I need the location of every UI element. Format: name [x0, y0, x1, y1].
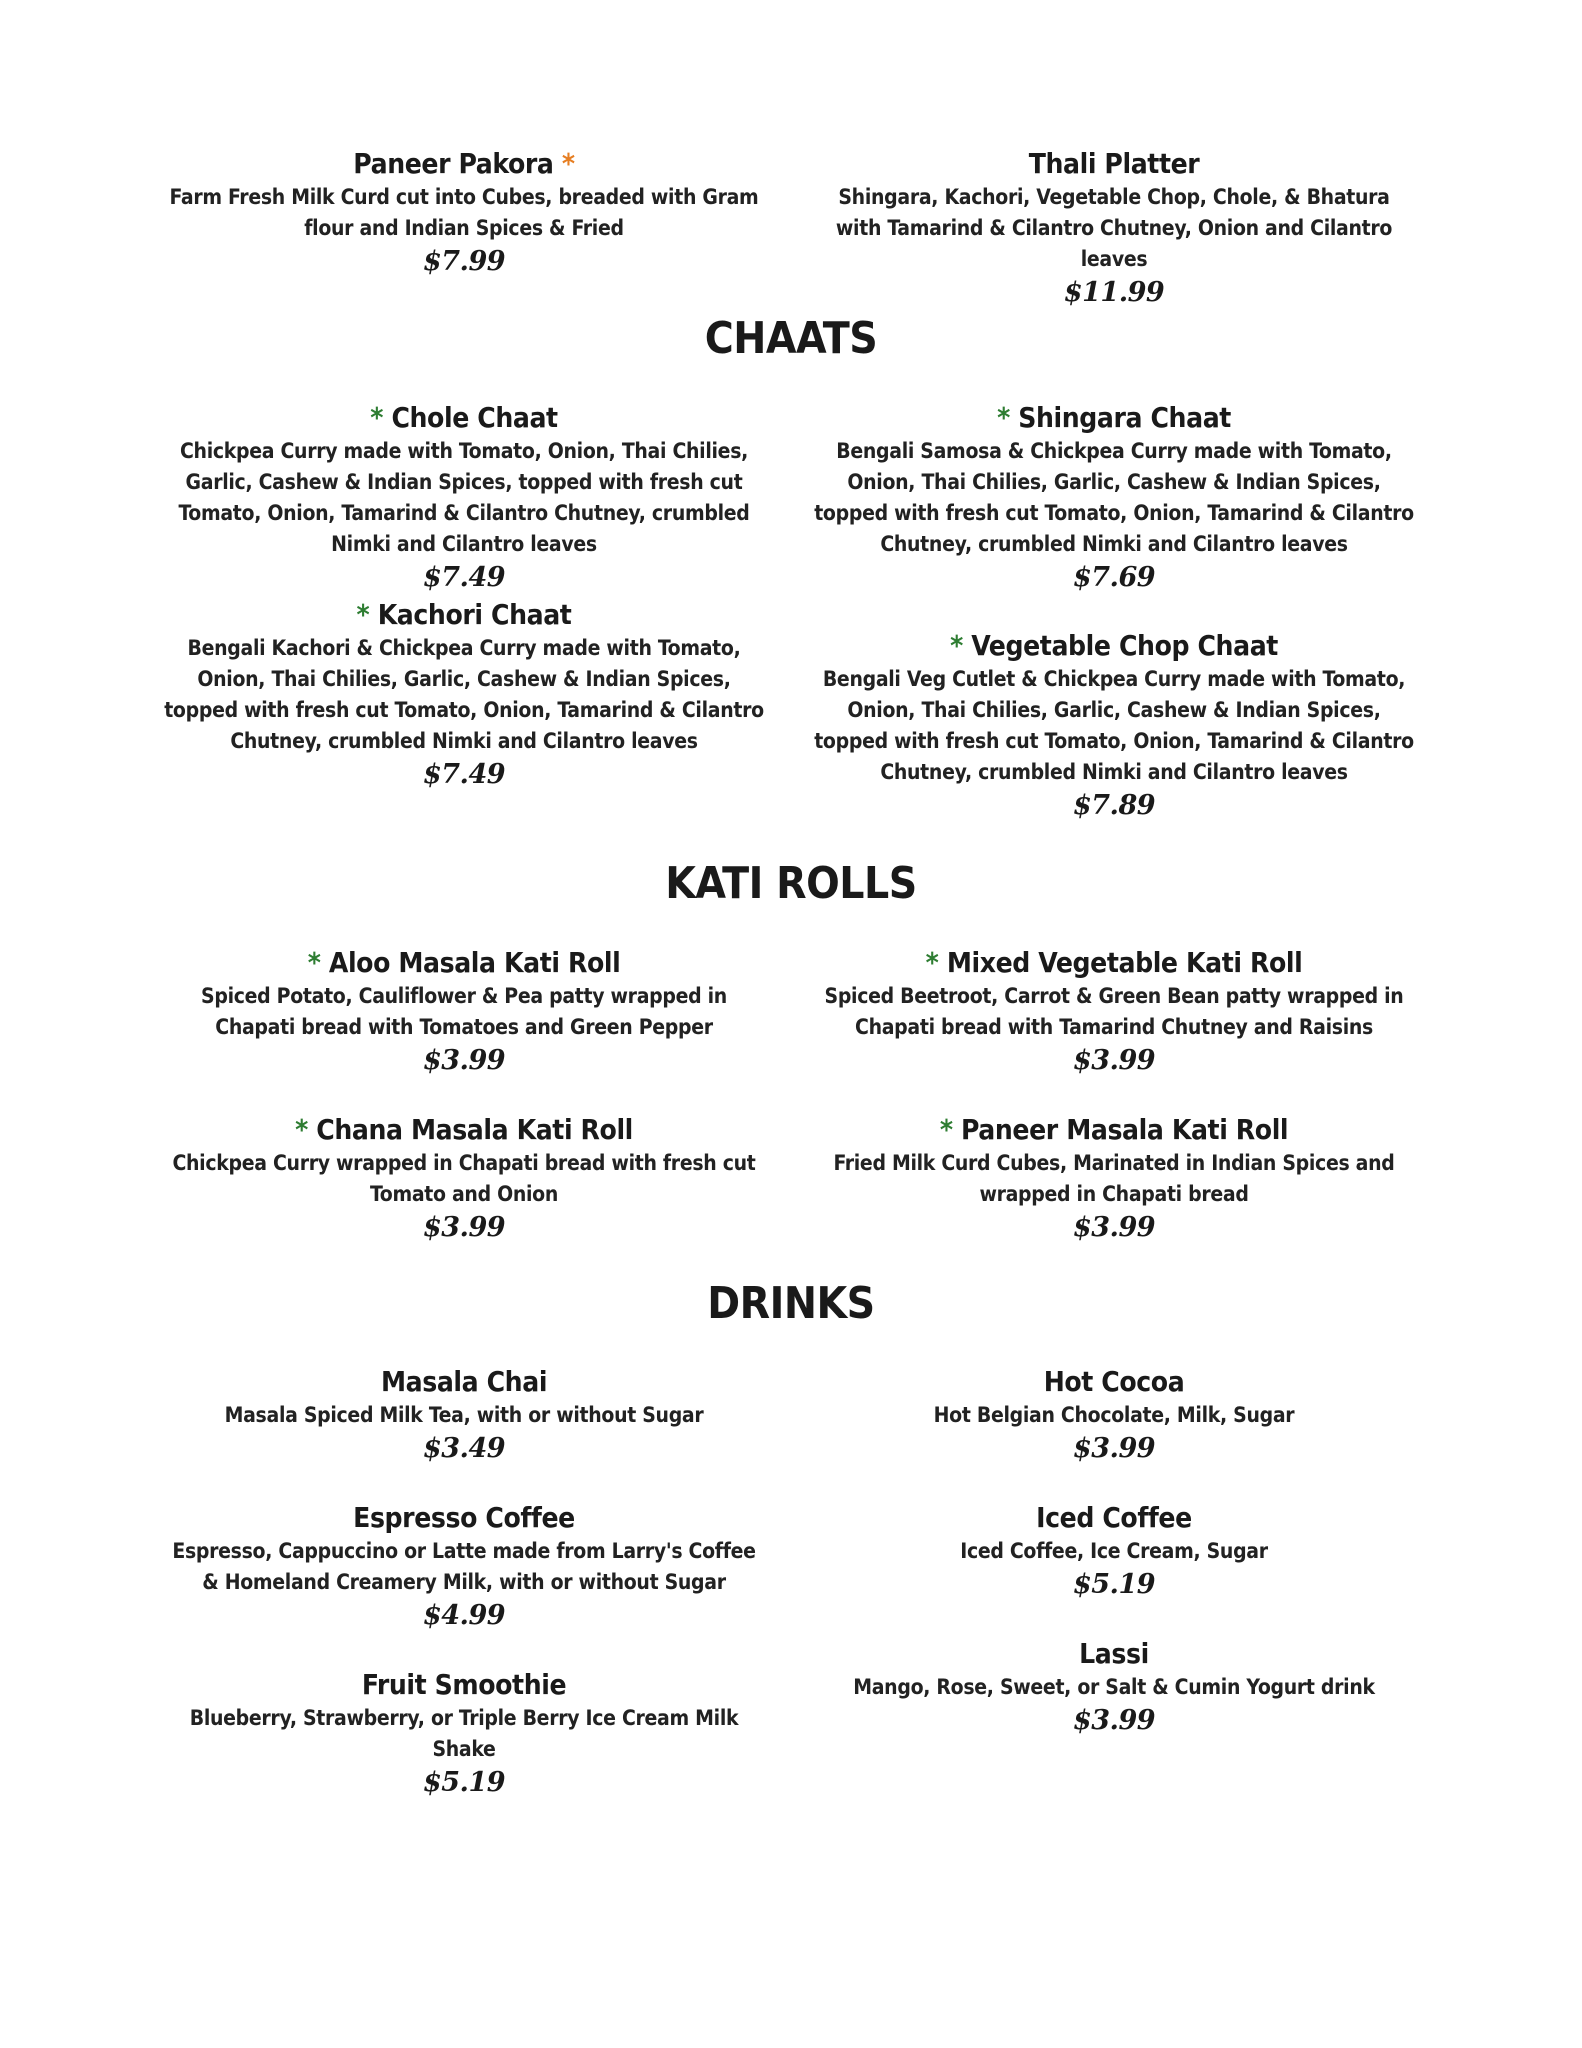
item-description: Spiced Beetroot, Carrot & Green Bean patty wrapped in Chapati bread with Tamarind Chutney and Raisins [824, 984, 1404, 1039]
item-description: Bengali Veg Cutlet & Chickpea Curry made with Tomato, Onion, Thai Chilies, Garlic, Cashew & Indian Spices, topped with fresh cut Tomato, Onion, Tamarind & Cilantro Chutney, crumbled Nimki and Cilantro leaves [814, 667, 1414, 784]
asterisk-icon: * [307, 946, 321, 979]
menu-item-lassi [814, 1636, 1414, 1739]
asterisk-icon: * [939, 1113, 953, 1146]
item-name: * Aloo Masala Kati Roll [307, 946, 621, 979]
menu-item-mixed-vegetable-kati-roll [814, 945, 1414, 1079]
asterisk-icon: * [295, 1113, 308, 1146]
item-description: Bengali Samosa & Chickpea Curry made with Tomato, Onion, Thai Chilies, Garlic, Cashew & Indian Spices, topped with fresh cut Tomato, Onion, Tamarind & Cilantro Chutney, crumbled Nimki and Cilantro leaves [814, 439, 1414, 556]
item-price: $4.99 [422, 1600, 506, 1631]
item-price: $3.99 [1072, 1045, 1156, 1076]
menu-item-paneer-masala-kati-roll [814, 1112, 1414, 1246]
item-name: Masala Chai [380, 1365, 548, 1398]
item-description: Shingara, Kachori, Vegetable Chop, Chole, & Bhatura with Tamarind & Cilantro Chutney, Onion and Cilantro leaves [835, 185, 1393, 271]
menu-item-hot-cocoa [814, 1364, 1414, 1467]
item-price: $3.99 [422, 1045, 506, 1076]
item-price: $3.49 [422, 1433, 506, 1464]
item-price: $7.69 [1072, 562, 1156, 593]
item-name: * Vegetable Chop Chaat [950, 629, 1278, 662]
item-name: Lassi [1079, 1637, 1149, 1670]
menu-item-paneer-pakora [164, 146, 764, 280]
item-description: Blueberry, Strawberry, or Triple Berry Ice Cream Milk Shake [189, 1706, 739, 1761]
menu-item-kachori-chaat [164, 597, 764, 793]
section-title: CHAATS [704, 313, 878, 364]
item-price: $7.89 [1072, 790, 1156, 821]
asterisk-icon: * [561, 147, 575, 180]
item-name: * Chole Chaat [370, 401, 558, 434]
item-description: Masala Spiced Milk Tea, with or without Sugar [224, 1403, 704, 1427]
item-price: $7.99 [422, 246, 506, 277]
item-name: Paneer Pakora * [353, 147, 575, 180]
item-name: * Mixed Vegetable Kati Roll [925, 946, 1303, 979]
menu-item-vegetable-chop-chaat [814, 628, 1414, 824]
item-price: $5.19 [1072, 1569, 1156, 1600]
item-price: $7.49 [422, 562, 506, 593]
menu-item-fruit-smoothie [164, 1667, 764, 1801]
item-description: Farm Fresh Milk Curd cut into Cubes, breaded with Gram flour and Indian Spices & Fried [169, 185, 759, 240]
item-name: * Chana Masala Kati Roll [295, 1113, 633, 1146]
item-description: Chickpea Curry made with Tomato, Onion, Thai Chilies, Garlic, Cashew & Indian Spices, topped with fresh cut Tomato, Onion, Tamarind & Cilantro Chutney, crumbled Nimki and Cilantro leaves [178, 439, 750, 556]
item-description: Spiced Potato, Cauliflower & Pea patty wrapped in Chapati bread with Tomatoes and Green Pepper [201, 984, 727, 1039]
item-description: Chickpea Curry wrapped in Chapati bread with fresh cut Tomato and Onion [172, 1151, 756, 1206]
asterisk-icon: * [997, 401, 1010, 434]
menu-item-aloo-masala-kati-roll [164, 945, 764, 1079]
item-price: $11.99 [1063, 277, 1165, 308]
item-description: Hot Belgian Chocolate, Milk, Sugar [933, 1403, 1295, 1427]
item-description: Espresso, Cappuccino or Latte made from Larry's Coffee & Homeland Creamery Milk, with or without Sugar [172, 1539, 756, 1594]
item-name: Fruit Smoothie [361, 1668, 567, 1701]
item-price: $3.99 [1072, 1433, 1156, 1464]
section-kati-rolls [0, 858, 1582, 910]
menu-item-iced-coffee [814, 1500, 1414, 1603]
asterisk-icon: * [925, 946, 939, 979]
section-title: KATI ROLLS [665, 858, 917, 909]
menu-item-shingara-chaat [814, 400, 1414, 596]
menu-item-espresso-coffee [164, 1500, 764, 1634]
asterisk-icon: * [356, 598, 370, 631]
item-description: Mango, Rose, Sweet, or Salt & Cumin Yogurt drink [853, 1675, 1375, 1699]
item-price: $3.99 [1072, 1212, 1156, 1243]
item-price: $3.99 [1072, 1705, 1156, 1736]
item-description: Fried Milk Curd Cubes, Marinated in Indian Spices and wrapped in Chapati bread [833, 1151, 1395, 1206]
asterisk-icon: * [950, 629, 963, 662]
item-description: Iced Coffee, Ice Cream, Sugar [960, 1539, 1268, 1563]
section-drinks [0, 1278, 1582, 1330]
item-name: * Shingara Chaat [997, 401, 1231, 434]
item-name: * Kachori Chaat [356, 598, 572, 631]
menu-item-masala-chai [164, 1364, 764, 1467]
item-price: $7.49 [422, 759, 506, 790]
section-title: DRINKS [707, 1278, 875, 1329]
item-name: * Paneer Masala Kati Roll [939, 1113, 1289, 1146]
item-name: Thali Platter [1028, 147, 1200, 180]
item-name: Hot Cocoa [1043, 1365, 1185, 1398]
item-description: Bengali Kachori & Chickpea Curry made with Tomato, Onion, Thai Chilies, Garlic, Cashew & Indian Spices, topped with fresh cut Tomato, Onion, Tamarind & Cilantro Chutney, crumbled Nimki and Cilantro leaves [164, 636, 764, 753]
item-name: Espresso Coffee [353, 1501, 575, 1534]
menu-item-chole-chaat [164, 400, 764, 596]
menu-item-thali-platter [814, 146, 1414, 311]
item-price: $3.99 [422, 1212, 506, 1243]
item-name: Iced Coffee [1036, 1501, 1192, 1534]
menu-item-chana-masala-kati-roll [164, 1112, 764, 1246]
section-chaats [0, 313, 1582, 365]
asterisk-icon: * [370, 401, 384, 434]
item-price: $5.19 [422, 1767, 506, 1798]
